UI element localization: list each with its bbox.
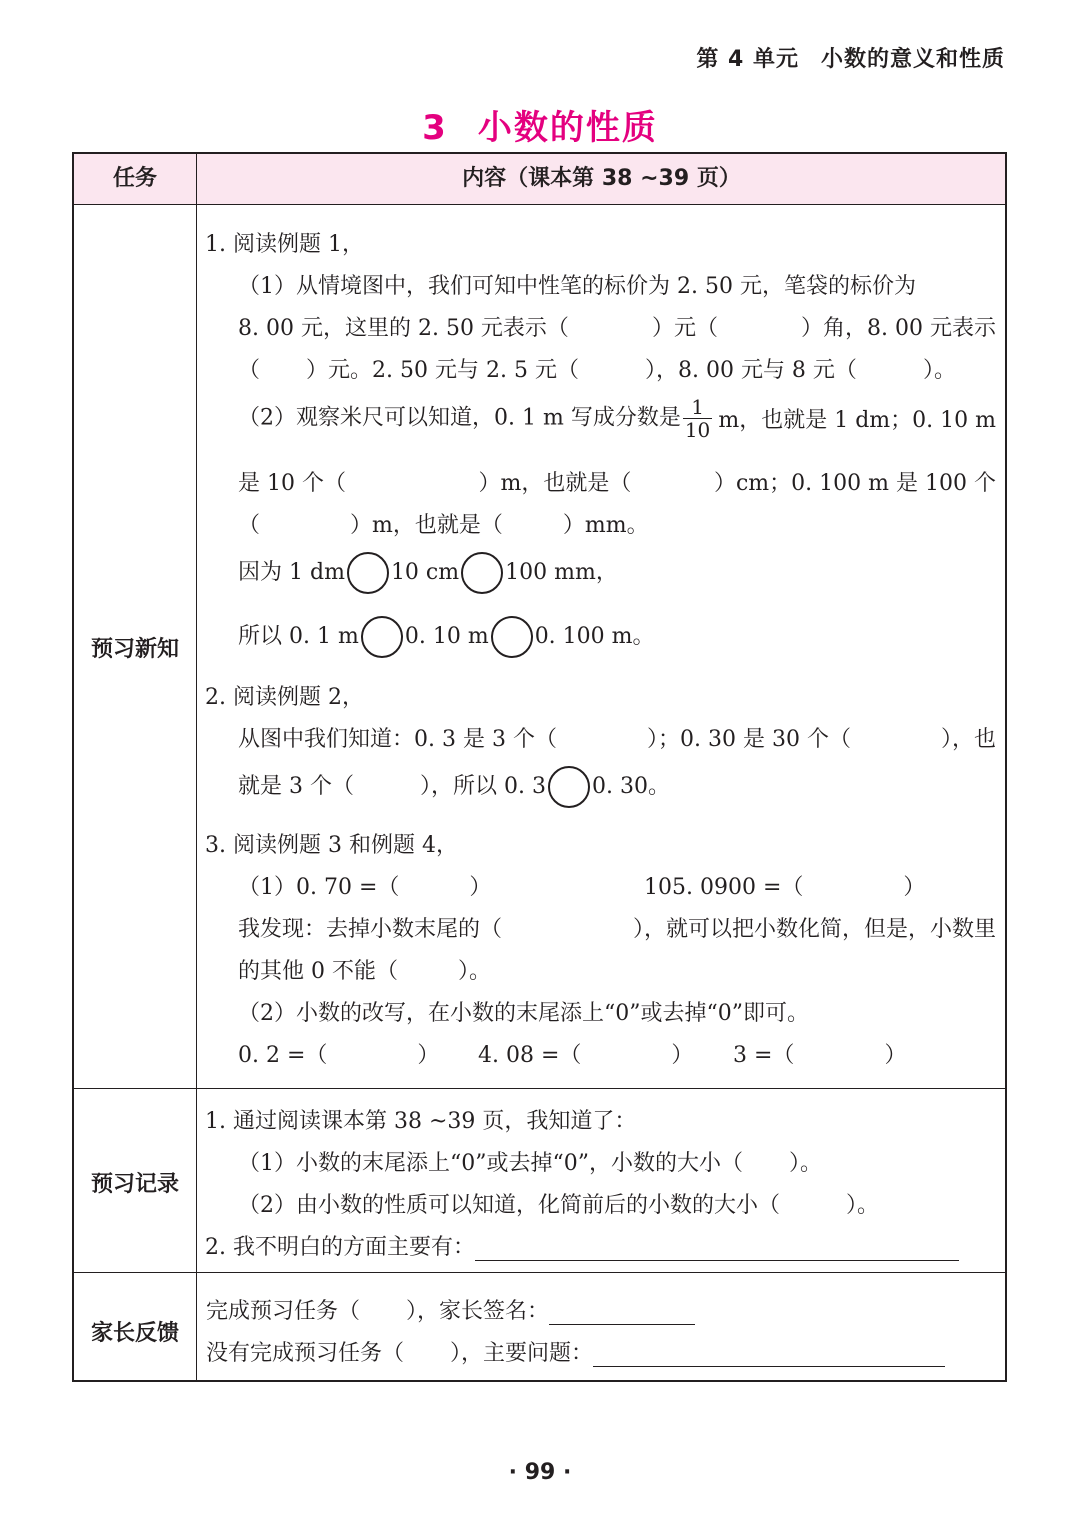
q1-1-line-c: （ ）元。2. 50 元与 2. 5 元（ ），8. 00 元与 8 元（ ）。 bbox=[238, 358, 956, 383]
lesson-title bbox=[0, 100, 1080, 149]
header-content: 内容（课本第 38 ~39 页） bbox=[462, 166, 741, 191]
lesson-number: 3 bbox=[422, 108, 448, 148]
q2-line-b: 就是 3 个（ ），所以 0. 3 0. 30。 bbox=[238, 766, 670, 808]
record-item-1-1: （1）小数的末尾添上“0”或去掉“0”，小数的大小（ ）。 bbox=[238, 1151, 822, 1176]
parent-signature-line[interactable] bbox=[549, 1300, 695, 1325]
q1-2-line-c: （ ）m，也就是（ ）mm。 bbox=[238, 513, 649, 538]
page-number: · 99 · bbox=[508, 1460, 572, 1485]
feedback-line-2: 没有完成预习任务（ ），主要问题： bbox=[206, 1336, 945, 1367]
record-item-1-2: （2）由小数的性质可以知道，化简前后的小数的大小（ ）。 bbox=[238, 1193, 880, 1218]
q3-finding-line-2: 的其他 0 不能（ ）。 bbox=[238, 959, 491, 984]
q1-because-line: 因为 1 dm 10 cm 100 mm， bbox=[238, 552, 618, 594]
compare-circle-1[interactable] bbox=[347, 552, 389, 594]
compare-circle-5[interactable] bbox=[548, 766, 590, 808]
section-preview-label: 预习新知 bbox=[90, 637, 179, 662]
q1-so-line: 所以 0. 1 m 0. 10 m 0. 100 m。 bbox=[238, 616, 655, 658]
compare-circle-4[interactable] bbox=[491, 616, 533, 658]
unit-title: 小数的意义和性质 bbox=[820, 47, 1005, 72]
feedback-line-1: 完成预习任务（ ），家长签名： bbox=[206, 1294, 695, 1325]
q1-2-line-a: （2）观察米尺可以知道，0. 1 m 写成分数是 $\frac{1}{10}$ m，也就是 1 dm；0. 10 m bbox=[238, 395, 996, 442]
record-item-2: 2. 我不明白的方面主要有： bbox=[205, 1230, 959, 1261]
record-item-1: 1. 通过阅读课本第 38 ~39 页，我知道了： bbox=[205, 1109, 637, 1134]
q3-2-equation-b: 4. 08 =（ ） bbox=[478, 1043, 694, 1068]
page-header bbox=[696, 42, 1005, 73]
q2-heading: 2. 阅读例题 2， bbox=[205, 685, 364, 710]
q1-1-line-b: 8. 00 元，这里的 2. 50 元表示（ ）元（ ）角，8. 00 元表示 bbox=[238, 316, 996, 341]
lesson-title-text: 小数的性质 bbox=[477, 108, 658, 148]
q3-2-line: （2）小数的改写，在小数的末尾添上“0”或去掉“0”即可。 bbox=[238, 1001, 809, 1026]
header-task: 任务 bbox=[112, 166, 157, 191]
problem-line[interactable] bbox=[593, 1342, 945, 1367]
section-feedback-label: 家长反馈 bbox=[90, 1321, 179, 1346]
q3-heading: 3. 阅读例题 3 和例题 4， bbox=[205, 833, 458, 858]
question-answer-line[interactable] bbox=[475, 1236, 959, 1261]
fraction-one-tenth: $\frac{1}{10}$ bbox=[684, 395, 711, 442]
compare-circle-2[interactable] bbox=[461, 552, 503, 594]
q1-2-line-b: 是 10 个（ ）m，也就是（ ）cm；0. 100 m 是 100 个 bbox=[238, 471, 996, 496]
section-record-label: 预习记录 bbox=[90, 1172, 179, 1197]
q3-2-equation-c: 3 =（ ） bbox=[733, 1043, 907, 1068]
q3-1-equation-a: （1）0. 70 =（ ） bbox=[238, 875, 492, 900]
unit-label: 第 4 单元 bbox=[696, 47, 799, 72]
q2-line-a: 从图中我们知道：0. 3 是 3 个（ ）；0. 30 是 30 个（ ），也 bbox=[238, 727, 996, 752]
q3-1-equation-b: 105. 0900 =（ ） bbox=[644, 875, 926, 900]
q3-finding-line: 我发现：去掉小数末尾的（ ），就可以把小数化简，但是，小数里 bbox=[238, 917, 996, 942]
q1-1-line-a: （1）从情境图中，我们可知中性笔的标价为 2. 50 元，笔袋的标价为 bbox=[238, 274, 916, 299]
q1-heading: 1. 阅读例题 1， bbox=[205, 232, 364, 257]
compare-circle-3[interactable] bbox=[361, 616, 403, 658]
q3-2-equation-a: 0. 2 =（ ） bbox=[238, 1043, 440, 1068]
